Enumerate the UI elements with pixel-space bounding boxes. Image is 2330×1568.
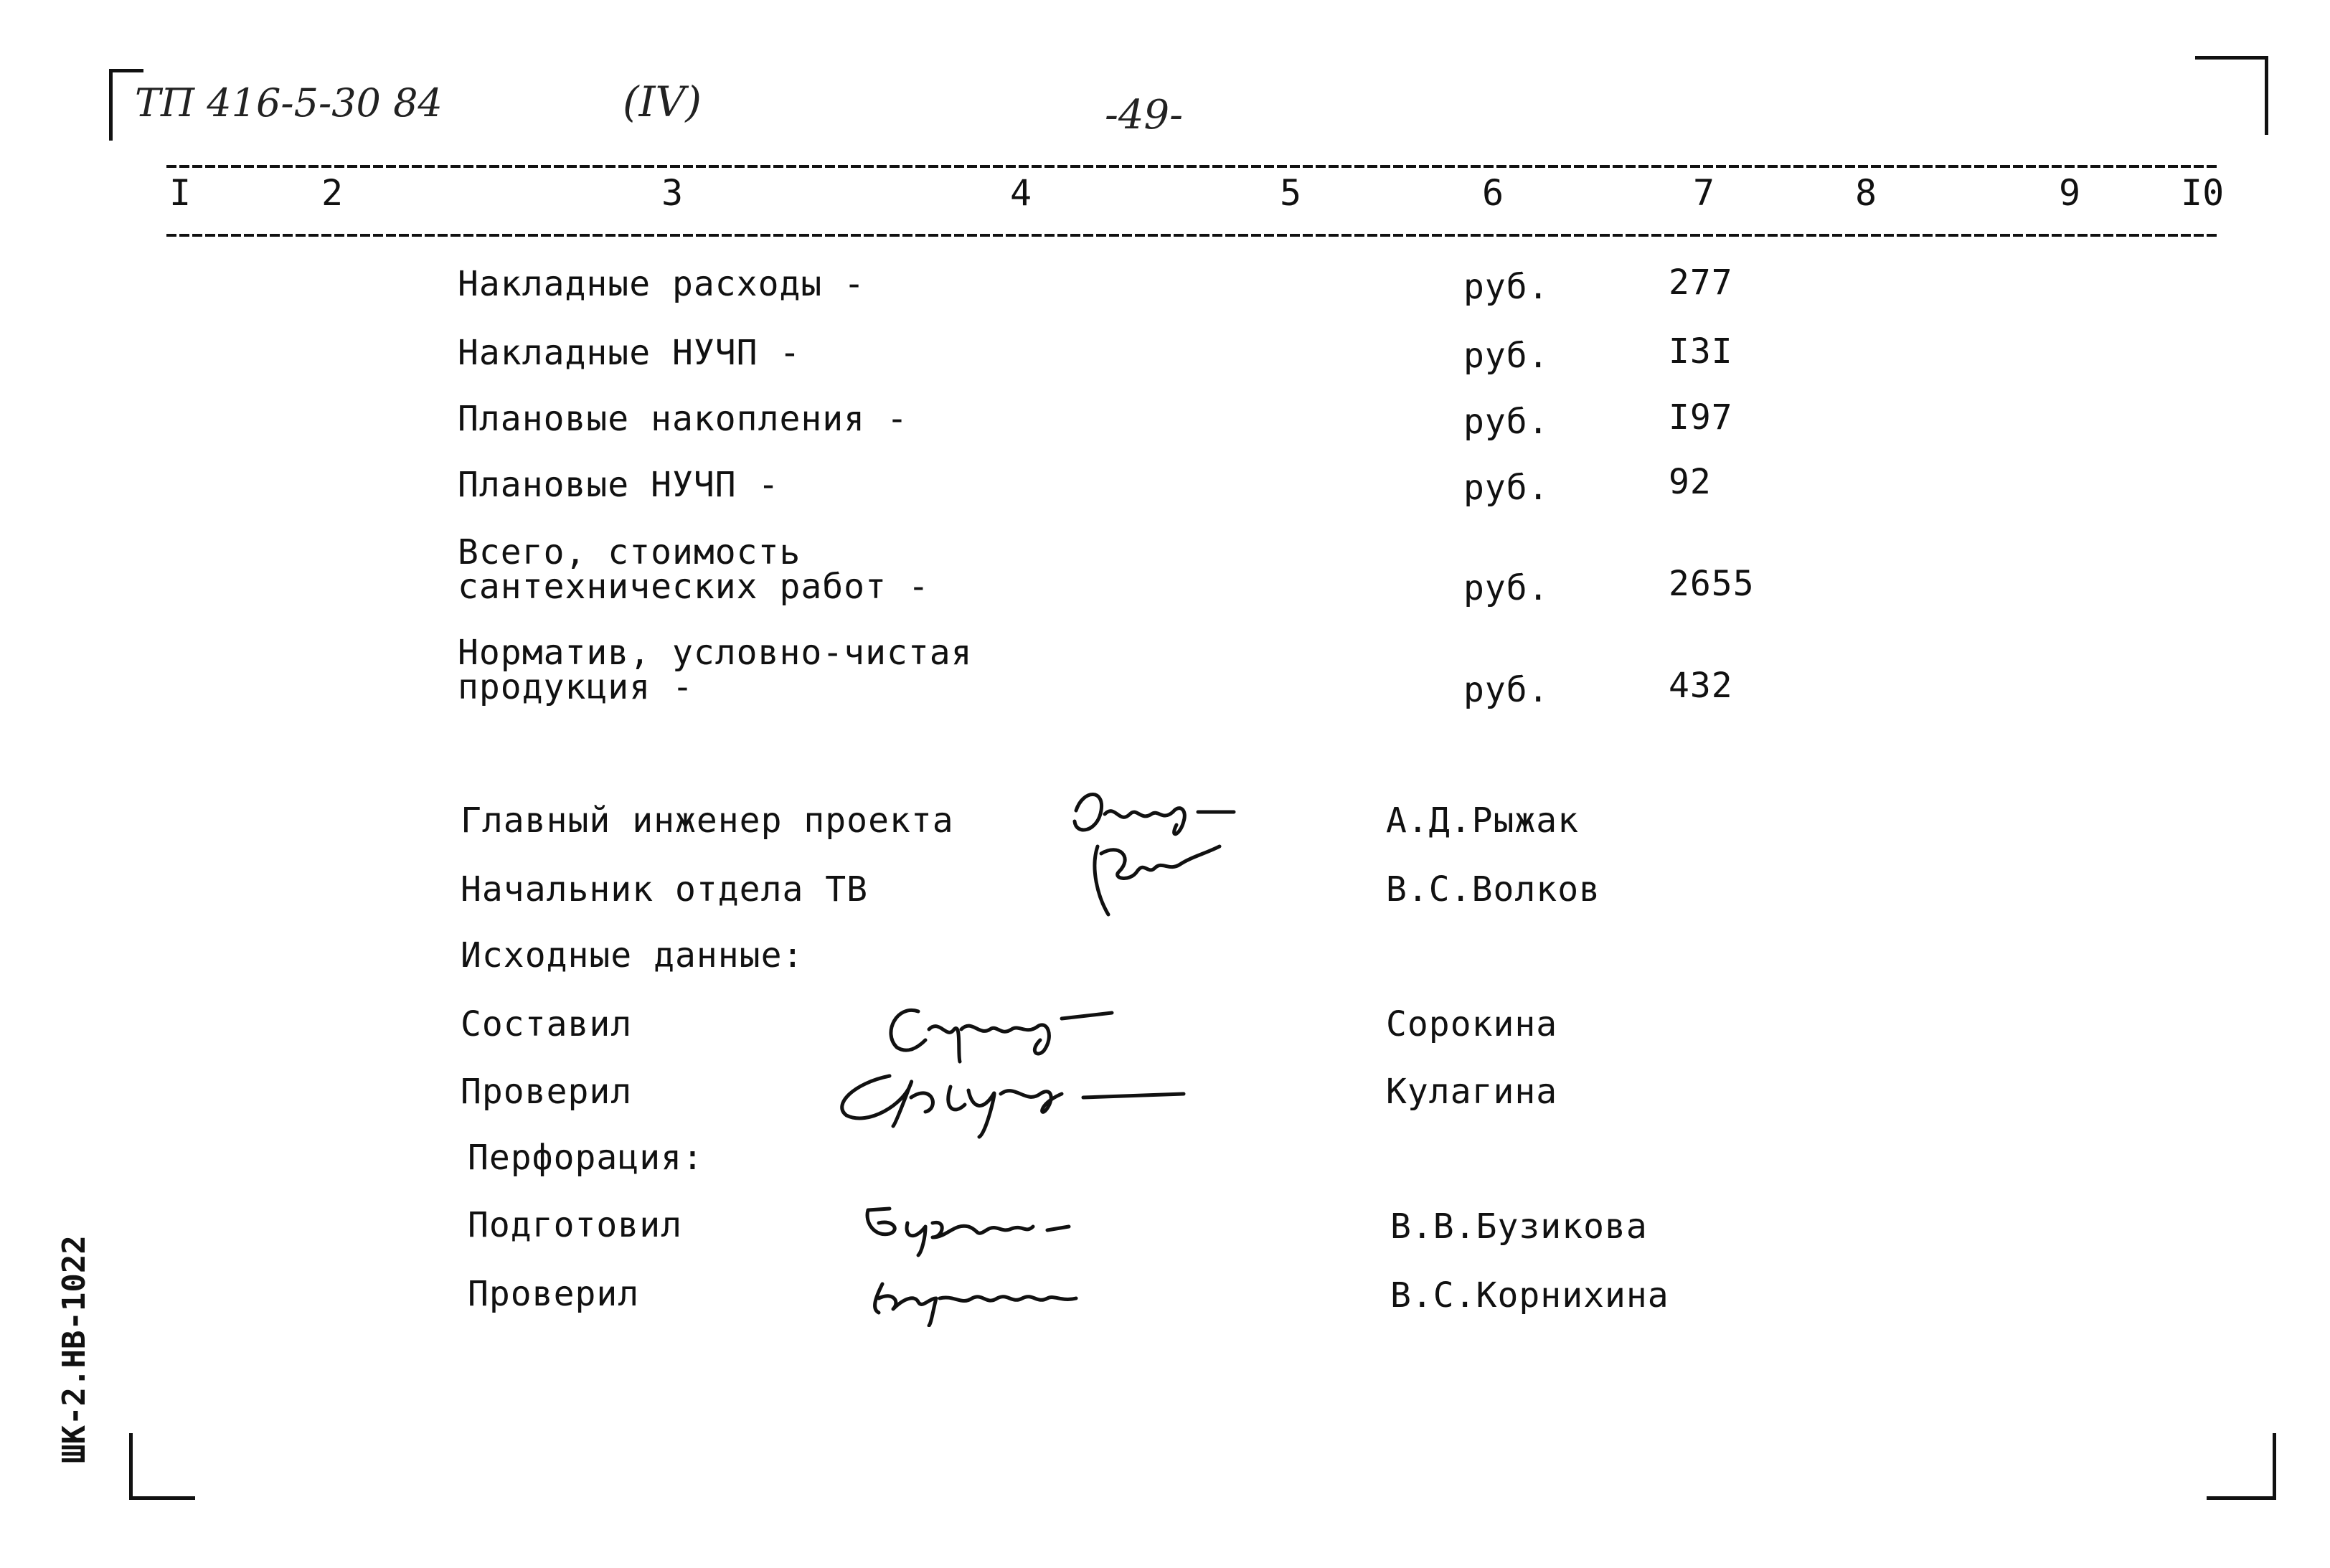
cost-row-unit: руб.	[1463, 468, 1550, 508]
role-checked: Проверил	[461, 1072, 633, 1112]
frame-corner-top-left-vertical	[109, 69, 113, 141]
signature-checked	[825, 1054, 1198, 1140]
cost-row-label: Всего, стоимость	[458, 532, 801, 572]
column-number: 4	[1010, 172, 1032, 214]
frame-corner-top-right-horizontal	[2195, 56, 2268, 60]
cost-row-unit: руб.	[1463, 670, 1550, 710]
column-number: 3	[661, 172, 684, 214]
role-dept-head: Начальник отдела ТВ	[461, 869, 869, 910]
frame-corner-bottom-right-horizontal	[2207, 1496, 2276, 1500]
frame-corner-top-right-vertical	[2265, 56, 2268, 135]
cost-row-label: Накладные расходы -	[458, 264, 866, 304]
name-chief-engineer: А.Д.Рыжак	[1386, 800, 1580, 841]
column-number: 2	[321, 172, 344, 214]
cost-row-label: Плановые накопления -	[458, 399, 908, 439]
frame-corner-bottom-right-vertical	[2273, 1433, 2276, 1499]
frame-corner-bottom-left-vertical	[129, 1433, 133, 1499]
cost-row-value: 2655	[1669, 564, 1755, 604]
cost-row-label: продукция -	[458, 667, 694, 707]
signature-dept-head	[1076, 832, 1234, 925]
cost-row-unit: руб.	[1463, 267, 1550, 307]
name-dept-head: В.С.Волков	[1386, 869, 1600, 910]
name-checked: В.С.Корнихина	[1390, 1275, 1669, 1316]
role-compiled: Составил	[461, 1004, 633, 1044]
perforation-heading: Перфорация:	[468, 1138, 704, 1178]
cost-row-label: сантехнических работ -	[458, 567, 930, 607]
column-number: 6	[1482, 172, 1504, 214]
table-header-rule	[166, 234, 2220, 237]
frame-corner-bottom-left-horizontal	[129, 1496, 195, 1500]
cost-row-value: I3I	[1669, 331, 1733, 372]
cost-row-value: 92	[1669, 462, 1712, 502]
name-prepared: В.В.Бузикова	[1390, 1206, 1648, 1247]
signature-checked-2	[861, 1262, 1105, 1327]
signature-prepared	[854, 1194, 1083, 1259]
column-number: I0	[2181, 172, 2225, 214]
page-number: -49-	[1105, 92, 1184, 138]
column-number: 8	[1855, 172, 1877, 214]
document-code: ТП 416-5-30 84	[135, 80, 443, 126]
cost-row-value: I97	[1669, 397, 1733, 438]
column-number: 5	[1280, 172, 1302, 214]
role-prepared: Подготовил	[468, 1205, 682, 1245]
cost-row-label: Накладные НУЧП -	[458, 333, 801, 373]
role-chief-engineer: Главный инженер проекта	[461, 800, 954, 841]
volume-mark: (IV)	[623, 77, 702, 126]
source-data-heading: Исходные данные:	[461, 935, 804, 976]
cost-row-value: 277	[1669, 263, 1733, 303]
name-checked: Кулагина	[1386, 1072, 1558, 1112]
column-number: 9	[2059, 172, 2081, 214]
frame-corner-top-left-horizontal	[109, 69, 143, 72]
cost-row-label: Плановые НУЧП -	[458, 465, 780, 505]
cost-row-unit: руб.	[1463, 402, 1550, 442]
cost-row-unit: руб.	[1463, 336, 1550, 376]
cost-row-label: Норматив, условно-чистая	[458, 633, 973, 673]
column-number: I	[169, 172, 192, 214]
side-stamp: ШК-2.НВ-1022	[56, 1235, 93, 1463]
role-checked: Проверил	[468, 1274, 640, 1314]
cost-row-unit: руб.	[1463, 568, 1550, 608]
cost-row-value: 432	[1669, 666, 1733, 706]
column-number: 7	[1693, 172, 1715, 214]
table-top-rule	[166, 165, 2220, 168]
name-compiled: Сорокина	[1386, 1004, 1558, 1044]
